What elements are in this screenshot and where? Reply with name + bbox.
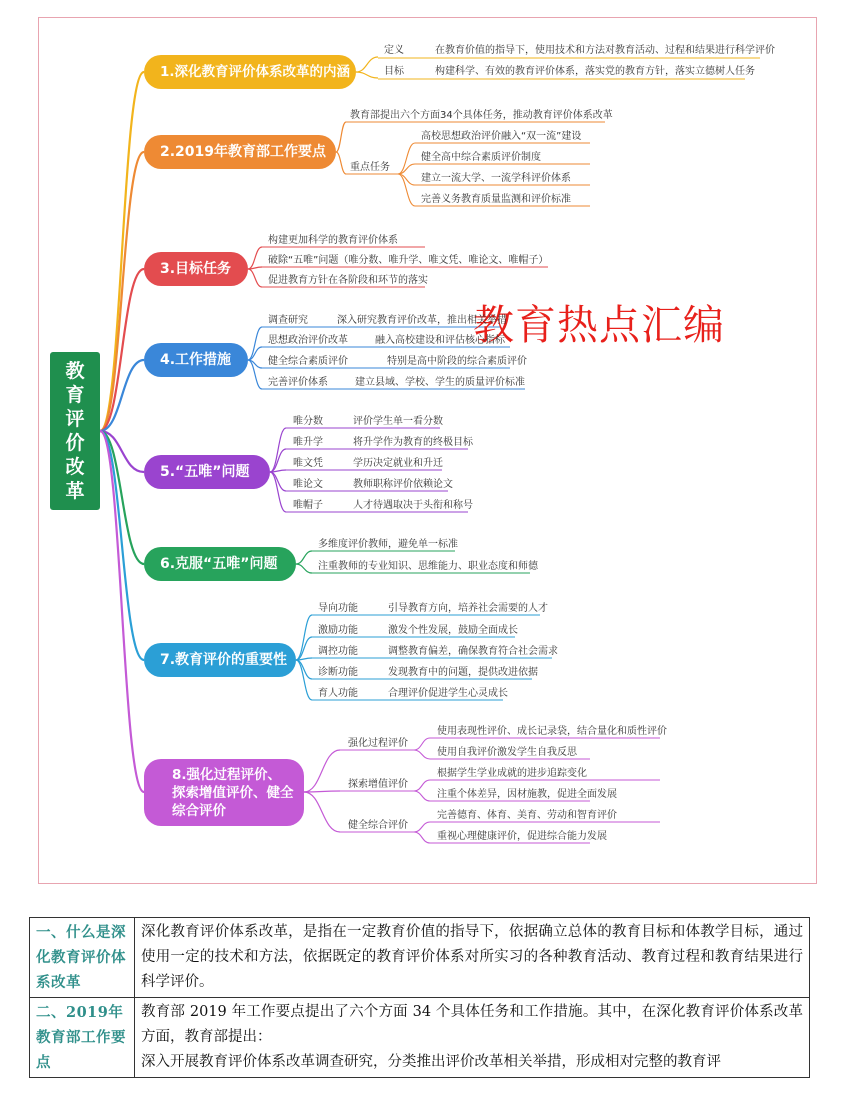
branch-3-goals: 3.目标任务 [144,252,248,286]
b1-key-definition: 定义 [384,45,404,56]
branch-1-connotation: 1.深化教育评价体系改革的内涵 [144,55,356,89]
b1-line [356,57,378,72]
b8-group-3-value-2: 重视心理健康评价，促进综合能力发展 [437,831,607,842]
b3-line [248,269,262,287]
b8-sub-line [414,738,430,750]
notes-content [135,918,810,998]
b8-group-2-value-2: 注重个体差异，因材施教，促进全面发展 [437,789,617,800]
b4-line [248,327,262,360]
b7-key-5: 育人功能 [318,688,358,699]
notes-paragraph: 教育部 2019 年工作要点提出了六个方面 34 个具体任务和工作措施。其中，在深化教育评价体系改革方面，教育部提出： [141,1004,803,1045]
notes-row [30,918,810,998]
b8-line [304,750,340,792]
central-topic: 教育评价改革 [50,352,100,510]
watermark: 教育热点汇编 [473,301,725,349]
b8-group-2-value-1: 根据学生学业成就的进步追踪变化 [437,768,587,779]
b4-value-2: 融入高校建设和评估核心指标 [375,335,505,346]
b4-key-2: 思想政治评价改革 [268,335,348,346]
b8-sub-line [414,780,430,791]
b8-sub-line [414,822,430,832]
notes-row [30,998,810,1078]
notes-paragraph: 深化教育评价体系改革，是指在一定教育价值的指导下，依据确立总体的教育目标和体教学目标，通过使用一定的技术和方法，依据既定的教育评价体系对所实习的各种教育活动、教育过程和教育结果进行科学评价。 [141,924,803,990]
b3-line [248,247,262,269]
b8-group-3-value-1: 完善德育、体育、美育、劳动和智育评价 [437,810,617,821]
b5-value-1: 评价学生单一看分数 [353,416,443,427]
b4-key-4: 完善评价体系 [268,377,328,388]
b5-line [270,472,286,512]
b4-key-3: 健全综合素质评价 [268,356,348,367]
b5-value-3: 学历决定就业和升迁 [353,458,443,469]
b1-line [356,72,378,78]
b7-key-3: 调控功能 [318,646,358,657]
branch-5-five-only: 5.“五唯”问题 [144,455,270,489]
b7-value-1: 引导教育方向，培养社会需要的人才 [388,603,548,614]
b2-task-4: 完善义务教育质量监测和评价标准 [421,194,571,205]
notes-heading: 一、什么是深化教育评价体系改革 [30,918,135,998]
b2-line [336,152,346,174]
b8-sub-line [414,832,430,843]
b7-value-4: 发现教育中的问题，提供改进依据 [388,667,538,678]
b7-key-1: 导向功能 [318,603,358,614]
b1-key-goal: 目标 [384,66,404,77]
b5-key-4: 唯论文 [293,479,323,490]
b4-key-1: 调查研究 [268,315,308,326]
b5-value-4: 教师职称评价依赖论文 [353,479,453,490]
b5-value-5: 人才待遇取决于头衔和称号 [353,500,473,511]
b5-key-1: 唯分数 [293,416,323,427]
b2-sub-key-tasks: 重点任务 [350,162,390,173]
b1-value-goal: 构建科学、有效的教育评价体系，落实党的教育方针，落实立德树人任务 [435,66,755,77]
b4-value-1: 深入研究教育评价改革，推出相关举措 [337,315,507,326]
branch-8-process-evaluation: 8.强化过程评价、探索增值评价、健全综合评价 [144,759,304,826]
b2-task-2: 健全高中综合素质评价制度 [421,152,541,163]
branch-7-importance: 7.教育评价的重要性 [144,643,296,677]
b2-line [336,122,346,152]
b8-group-1-key: 强化过程评价 [348,738,408,749]
notes-heading: 二、2019年教育部工作要点 [30,998,135,1078]
b1-value-definition: 在教育价值的指导下，使用技术和方法对教育活动、过程和结果进行科学评价 [435,45,775,56]
b2-top-item: 教育部提出六个方面34个具体任务，推动教育评价体系改革 [350,110,613,121]
b8-sub-line [414,750,430,759]
b5-key-2: 唯升学 [293,437,323,448]
b8-group-1-value-1: 使用表现性评价、成长记录袋，结合量化和质性评价 [437,726,667,737]
b7-value-2: 激发个性发展，鼓励全面成长 [388,625,518,636]
b3-item-1: 构建更加科学的教育评价体系 [268,235,398,246]
b8-sub-line [414,791,430,801]
b7-value-5: 合理评价促进学生心灵成长 [388,688,508,699]
b2-task-1: 高校思想政治评价融入“双一流”建设 [421,131,582,142]
notes-content [135,998,810,1078]
b7-key-4: 诊断功能 [318,667,358,678]
b7-key-2: 激励功能 [318,625,358,636]
b2-task-3: 建立一流大学、一流学科评价体系 [421,173,571,184]
b6-item-2: 注重教师的专业知识、思维能力、职业态度和师德 [318,561,538,572]
b3-item-2: 破除“五唯”问题（唯分数、唯升学、唯文凭、唯论文、唯帽子） [268,255,549,266]
notes-paragraph: 深入开展教育评价体系改革调查研究，分类推出评价改革相关举措，形成相对完整的教育评 [141,1054,721,1070]
branch-2-work-points: 2.2019年教育部工作要点 [144,135,336,169]
b5-key-5: 唯帽子 [293,500,323,511]
b7-value-3: 调整教育偏差，确保教育符合社会需求 [388,646,558,657]
b3-item-3: 促进教育方针在各阶段和环节的落实 [268,275,428,286]
main-branch-line [100,431,144,792]
branch-4-measures: 4.工作措施 [144,343,248,377]
b5-key-3: 唯文凭 [293,458,323,469]
b5-line [270,472,286,491]
b8-group-2-key: 探索增值评价 [348,779,408,790]
b7-line [296,660,312,700]
b6-line [296,551,312,564]
b6-item-1: 多维度评价教师，避免单一标准 [318,539,458,550]
b7-line [296,660,312,679]
b8-group-3-key: 健全综合评价 [348,820,408,831]
branch-6-overcome: 6.克服“五唯”问题 [144,547,296,581]
b8-group-1-value-2: 使用自我评价激发学生自我反思 [437,747,577,758]
notes-table [29,917,810,1078]
b4-value-3: 特别是高中阶段的综合素质评价 [387,356,527,367]
b6-line [296,564,312,573]
b5-value-2: 将升学作为教育的终极目标 [353,437,473,448]
b8-line [304,792,340,832]
main-branch-line [100,72,144,431]
main-branch-line [100,152,144,431]
b4-value-4: 建立县域、学校、学生的质量评价标准 [355,377,525,388]
